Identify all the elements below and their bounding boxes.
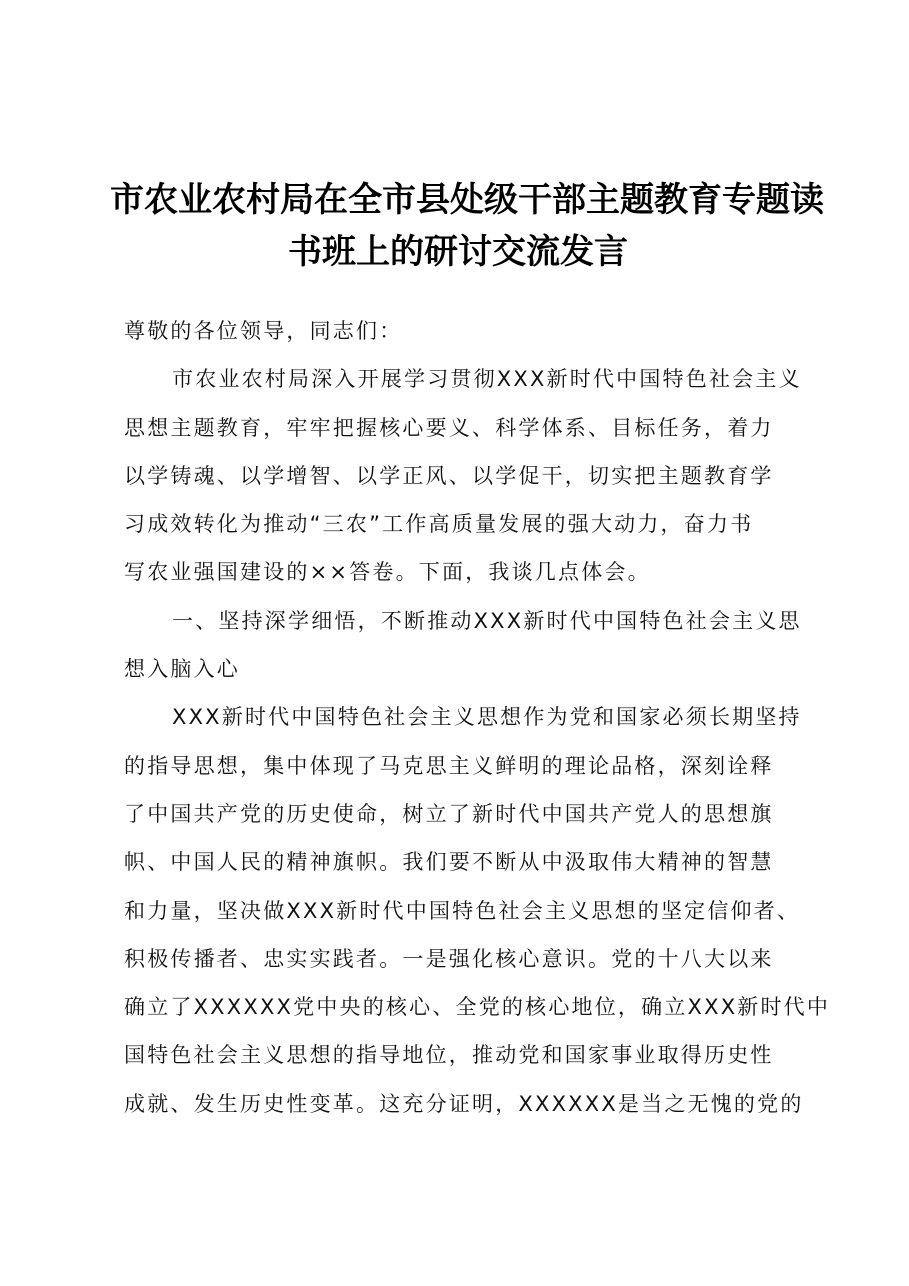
body-line: 国特色社会主义思想的指导地位，推动党和国家事业取得历史性 (124, 1043, 774, 1068)
body-line: 帜、中国人民的精神旗帜。我们要不断从中汲取伟大精神的智慧 (124, 850, 774, 875)
body-line: 的指导思想，集中体现了马克思主义鲜明的理论品格，深刻诠释 (124, 753, 774, 778)
salutation: 尊敬的各位领导，同志们： (124, 319, 403, 343)
body-line: 习成效转化为推动“三农”工作高质量发展的强大动力，奋力书 (124, 512, 754, 537)
document-title (110, 174, 840, 278)
document-body (124, 307, 831, 1128)
title-line-2: 书班上的研讨交流发言 (288, 232, 628, 272)
body-line: 积极传播者、忠实实践者。一是强化核心意识。党的十八大以来 (124, 946, 774, 971)
body-line: 确立了XXXXXX党中央的核心、全党的核心地位，确立XXX新时代中 (124, 995, 831, 1020)
body-line: 成就、发生历史性变革。这充分证明，XXXXXX是当之无愧的党的 (124, 1091, 804, 1116)
body-line: XXX新时代中国特色社会主义思想作为党和国家必须长期坚持 (172, 705, 802, 730)
body-line: 了中国共产党的历史使命，树立了新时代中国共产党人的思想旗 (124, 801, 774, 826)
body-line: 思想主题教育，牢牢把握核心要义、科学体系、目标任务，着力 (124, 415, 774, 440)
body-line: 市农业农村局深入开展学习贯彻XXX新时代中国特色社会主义 (172, 367, 802, 392)
body-line: 写农业强国建设的××答卷。下面，我谈几点体会。 (124, 560, 651, 585)
title-line-1: 市农业农村局在全市县处级干部主题教育专题读 (110, 180, 824, 220)
section-heading-line: 一、坚持深学细悟，不断推动XXX新时代中国特色社会主义思 (172, 608, 802, 633)
section-heading-line: 想入脑入心 (124, 657, 240, 682)
body-line: 以学铸魂、以学增智、以学正风、以学促干，切实把主题教育学 (124, 463, 774, 488)
body-line: 和力量，坚决做XXX新时代中国特色社会主义思想的坚定信仰者、 (124, 898, 801, 923)
